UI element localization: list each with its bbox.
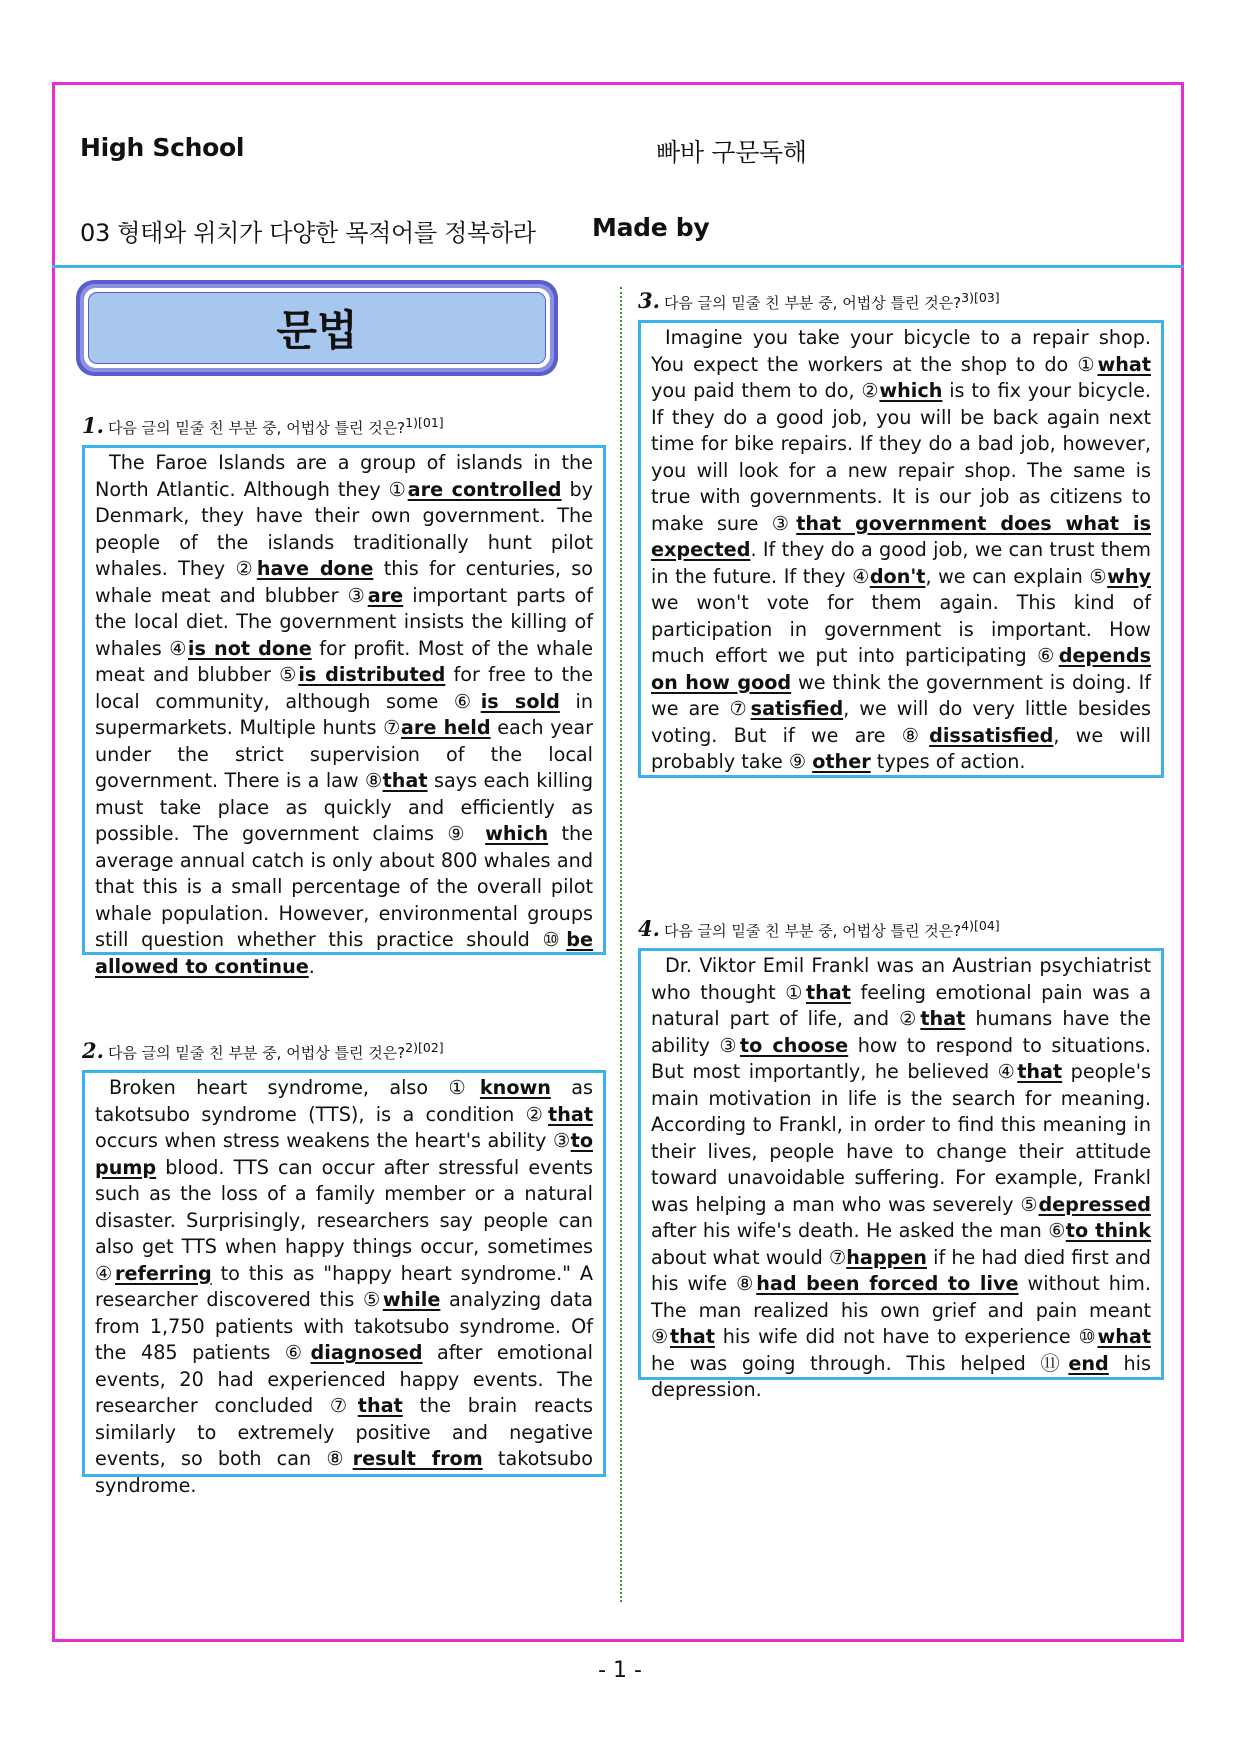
question-1-heading (82, 413, 444, 438)
underlined-choice: be allowed to continue (95, 928, 593, 978)
underlined-choice: other (812, 750, 871, 773)
underlined-choice: dissatisfied (929, 723, 1054, 747)
passage-text: about what would ⑦ (651, 1245, 847, 1269)
page-number: - 1 - (598, 1658, 642, 1683)
column-divider (620, 287, 622, 1602)
passage-text: as takotsubo syndrome (TTS), is a condition ② (95, 1076, 593, 1126)
question-2-text (95, 1075, 593, 1499)
made-by-label: Made by (592, 213, 710, 242)
underlined-choice: is sold (480, 689, 560, 713)
passage-text: Imagine you take your bicycle to a repair shop. You expect the workers at the shop to do ① (651, 326, 1151, 376)
underlined-choice: are controlled (407, 477, 562, 501)
passage-text: humans have the ability ③ (651, 1007, 1151, 1057)
question-4-text (651, 953, 1151, 1404)
underlined-choice: while (382, 1288, 441, 1311)
passage-text: people's main motivation in life is the search for meaning. According to Frankl, in order to find this meaning in their lives, people have to change their attitude toward unavoidable suffering. For example, Frankl was helping a man who was severely ⑤ (651, 1060, 1151, 1216)
question-2-number: 2. (82, 1038, 104, 1063)
underlined-choice: that (357, 1394, 403, 1417)
passage-text: in supermarkets. Multiple hunts ⑦ (95, 689, 594, 739)
question-2-passage (82, 1070, 606, 1497)
underlined-choice: don't (869, 564, 926, 588)
underlined-choice: what (1097, 352, 1151, 376)
question-1-prompt: 다음 글의 밑줄 친 부분 중, 어법상 틀린 것은? (107, 419, 406, 437)
underlined-choice: diagnosed (310, 1341, 423, 1364)
passage-text: takotsubo syndrome. (95, 1447, 593, 1497)
underlined-choice: referring (115, 1261, 212, 1285)
underlined-choice: that government does what is expected (651, 511, 1151, 561)
passage-text: . (308, 954, 315, 978)
underlined-choice: which (485, 822, 549, 845)
question-1-text (95, 450, 593, 980)
passage-text: for free to the local community, although some ⑥ (95, 663, 593, 713)
question-4-ref: 4)[04] (961, 918, 1000, 933)
passage-text: to this as "happy heart syndrome." A researcher discovered this ⑤ (95, 1261, 594, 1311)
header-divider (52, 265, 1184, 268)
passage-text: . If they do a good job, we can trust them in the future. If they ④ (651, 538, 1151, 588)
underlined-choice: is distributed (298, 663, 446, 686)
question-3-passage (638, 320, 1164, 778)
passage-text: important parts of the local diet. The government insists the killing of whales ④ (95, 583, 593, 660)
underlined-choice: are held (400, 716, 491, 739)
passage-text: analyzing data from 1,750 patients with takotsubo syndrome. Of the 485 patients ⑥ (95, 1288, 593, 1364)
underlined-choice: to pump (95, 1129, 593, 1179)
passage-text: you paid them to do, ② (651, 379, 880, 402)
passage-text: for profit. Most of the whale meat and blubber ⑤ (95, 636, 593, 686)
passage-text: , we will probably take ⑨ (651, 723, 1152, 773)
underlined-choice: known (479, 1076, 551, 1099)
passage-text: the brain reacts similarly to extremely positive and negative events, so both can ⑧ (95, 1394, 593, 1470)
underlined-choice: to think (1065, 1219, 1151, 1242)
underlined-choice: are (367, 583, 404, 607)
underlined-choice: had been forced to live (756, 1272, 1019, 1295)
question-4-number: 4. (638, 916, 660, 941)
underlined-choice: satisfied (750, 697, 844, 720)
question-3-prompt: 다음 글의 밑줄 친 부분 중, 어법상 틀린 것은? (663, 294, 962, 312)
underlined-choice: that (920, 1007, 966, 1030)
question-2-ref: 2)[02] (405, 1040, 444, 1055)
passage-text: by Denmark, they have their own government. The people of the islands traditionally hunt pilot whales. They ② (95, 477, 594, 580)
question-1-passage (82, 445, 606, 978)
passage-text: says each killing must take place as quickly and efficiently as possible. The government claims ⑨ (95, 769, 593, 845)
section-title: 문법 (88, 292, 546, 364)
question-1-ref: 1)[01] (405, 415, 444, 430)
header-left-title: High School (80, 133, 245, 162)
passage-text: how to respond to situations. But most importantly, he believed ④ (651, 1033, 1151, 1083)
underlined-choice: what (1097, 1325, 1151, 1348)
question-4-heading (638, 916, 1000, 941)
question-2-prompt: 다음 글의 밑줄 친 부분 중, 어법상 틀린 것은? (107, 1044, 406, 1062)
passage-text: we think the government is doing. If we are ⑦ (651, 670, 1151, 720)
passage-text: if he had died first and his wife ⑧ (651, 1245, 1151, 1295)
underlined-choice: that (669, 1325, 715, 1348)
question-3-number: 3. (638, 288, 660, 313)
passage-text: he was going through. This helped ⑪ (651, 1351, 1069, 1375)
underlined-choice: that (805, 980, 851, 1004)
question-3-ref: 3)[03] (961, 290, 1000, 305)
passage-text: Dr. Viktor Emil Frankl was an Austrian psychiatrist who thought ① (651, 954, 1151, 1004)
underlined-choice: have done (256, 557, 374, 580)
underlined-choice: happen (846, 1245, 927, 1269)
underlined-choice: depends on how good (651, 644, 1151, 694)
passage-text: without him. The man realized his own grief and pain meant ⑨ (651, 1272, 1151, 1348)
underlined-choice: to choose (739, 1033, 849, 1057)
question-2-heading (82, 1038, 444, 1063)
underlined-choice: is not done (187, 636, 312, 660)
passage-text: his depression. (651, 1351, 1151, 1401)
passage-text: this for centuries, so whale meat and blubber ③ (95, 557, 593, 607)
chapter-title: 03 형태와 위치가 다양한 목적어를 정복하라 (80, 219, 536, 247)
passage-text: , we will do very little besides voting. But if we are ⑧ (651, 697, 1151, 747)
underlined-choice: depressed (1038, 1192, 1151, 1216)
question-3-heading (638, 288, 1000, 313)
underlined-choice: which (879, 379, 943, 402)
header-right-title: 빠바 구문독해 (656, 138, 807, 167)
passage-text: Broken heart syndrome, also ① (109, 1076, 480, 1099)
passage-text: we won't vote for them again. This kind of participation in government is important. How much effort we put into participating ⑥ (651, 591, 1151, 667)
underlined-choice: that (382, 769, 428, 792)
passage-text: feeling emotional pain was a natural part of life, and ② (651, 980, 1151, 1030)
underlined-choice: that (1017, 1060, 1063, 1083)
question-4-passage (638, 948, 1164, 1401)
passage-text: The Faroe Islands are a group of islands in the North Atlantic. Although they ① (95, 451, 593, 501)
underlined-choice: that (548, 1102, 593, 1126)
passage-text: types of action. (870, 750, 1026, 773)
question-1-number: 1. (82, 413, 104, 438)
question-4-prompt: 다음 글의 밑줄 친 부분 중, 어법상 틀린 것은? (663, 922, 962, 940)
passage-text: each year under the strict supervision of the local government. There is a law ⑧ (95, 716, 594, 792)
passage-text: the average annual catch is only about 800 whales and that this is a small percentage of the overall pilot whale population. However, environmental groups still question whether this practice should ⑩ (95, 822, 593, 951)
passage-text: after emotional events, 20 had experienced happy events. The researcher concluded ⑦ (95, 1341, 594, 1417)
passage-text: blood. TTS can occur after stressful events such as the loss of a family member or a natural disaster. Surprisingly, researchers say people can also get TTS when happy things occur, sometimes ④ (95, 1155, 593, 1285)
passage-text: is to fix your bicycle. If they do a good job, you will be back again next time for bike repairs. If they do a bad job, however, you will look for a new repair shop. The same is true with governments. It is our job as citizens to make sure ③ (651, 379, 1151, 535)
passage-text: his wife did not have to experience ⑩ (714, 1325, 1098, 1348)
passage-text: , we can explain ⑤ (925, 564, 1108, 588)
passage-text: occurs when stress weakens the heart's ability ③ (95, 1129, 571, 1152)
underlined-choice: result from (352, 1447, 483, 1470)
question-3-text (651, 325, 1151, 776)
underlined-choice: end (1068, 1351, 1109, 1375)
underlined-choice: why (1107, 564, 1152, 588)
passage-text: after his wife's death. He asked the man ⑥ (651, 1219, 1066, 1242)
section-title-banner (76, 280, 558, 376)
